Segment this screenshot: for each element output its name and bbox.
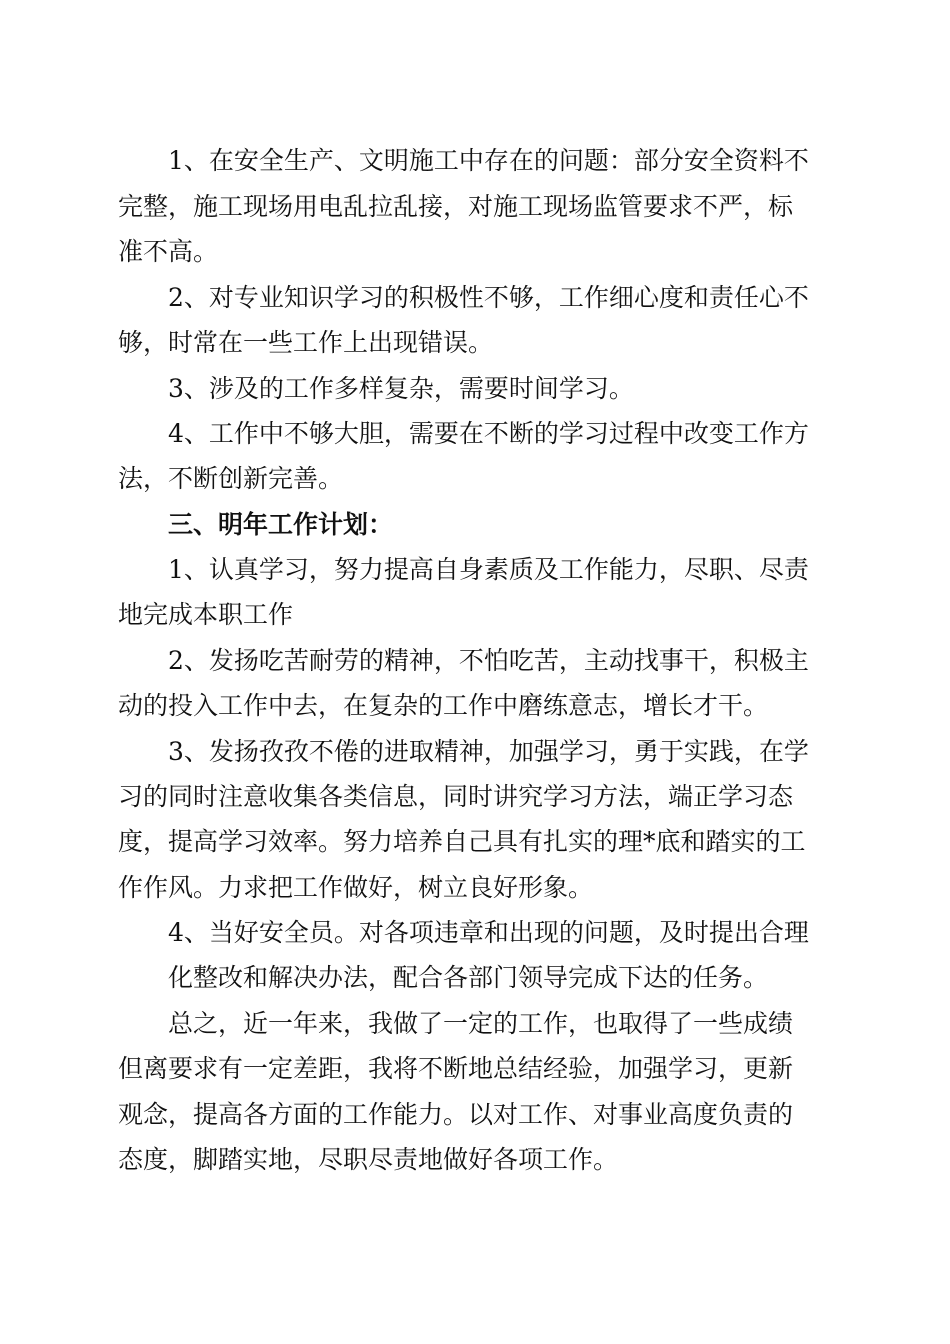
text-line: 作作风。力求把工作做好，树立良好形象。 bbox=[118, 873, 594, 902]
text-line: 地完成本职工作 bbox=[118, 600, 294, 629]
text-line: 2、对专业知识学习的积极性不够，工作细心度和责任心不 bbox=[168, 283, 809, 312]
text-line: 1、在安全生产、文明施工中存在的问题：部分安全资料不 bbox=[168, 146, 809, 175]
text-line: 化整改和解决办法，配合各部门领导完成下达的任务。 bbox=[168, 963, 769, 992]
text-line: 完整，施工现场用电乱拉乱接，对施工现场监管要求不严，标 bbox=[118, 192, 794, 221]
text-line: 4、工作中不够大胆，需要在不断的学习过程中改变工作方 bbox=[168, 419, 809, 448]
text-line: 1、认真学习，努力提高自身素质及工作能力，尽职、尽责 bbox=[168, 555, 809, 584]
section-heading-text: 三、明年工作计划： bbox=[168, 510, 394, 539]
text-line: 法，不断创新完善。 bbox=[118, 464, 344, 493]
text-line: 3、涉及的工作多样复杂，需要时间学习。 bbox=[168, 374, 634, 403]
text-line: 2、发扬吃苦耐劳的精神，不怕吃苦，主动找事干，积极主 bbox=[168, 646, 809, 675]
text-line: 动的投入工作中去，在复杂的工作中磨练意志，增长才干。 bbox=[118, 691, 769, 720]
text-line: 够，时常在一些工作上出现错误。 bbox=[118, 328, 494, 357]
text-line: 但离要求有一定差距，我将不断地总结经验，加强学习，更新 bbox=[118, 1054, 794, 1083]
text-line: 4、当好安全员。对各项违章和出现的问题，及时提出合理 bbox=[168, 918, 809, 947]
text-line: 度，提高学习效率。努力培养自己具有扎实的理*底和踏实的工 bbox=[118, 827, 806, 856]
text-line: 准不高。 bbox=[118, 237, 219, 266]
text-line: 观念，提高各方面的工作能力。以对工作、对事业高度负责的 bbox=[118, 1100, 794, 1129]
text-line: 总之，近一年来，我做了一定的工作，也取得了一些成绩 bbox=[168, 1009, 794, 1038]
text-line: 3、发扬孜孜不倦的进取精神，加强学习，勇于实践，在学 bbox=[168, 737, 809, 766]
text-line: 习的同时注意收集各类信息，同时讲究学习方法，端正学习态 bbox=[118, 782, 794, 811]
text-line: 态度，脚踏实地，尽职尽责地做好各项工作。 bbox=[118, 1145, 619, 1174]
